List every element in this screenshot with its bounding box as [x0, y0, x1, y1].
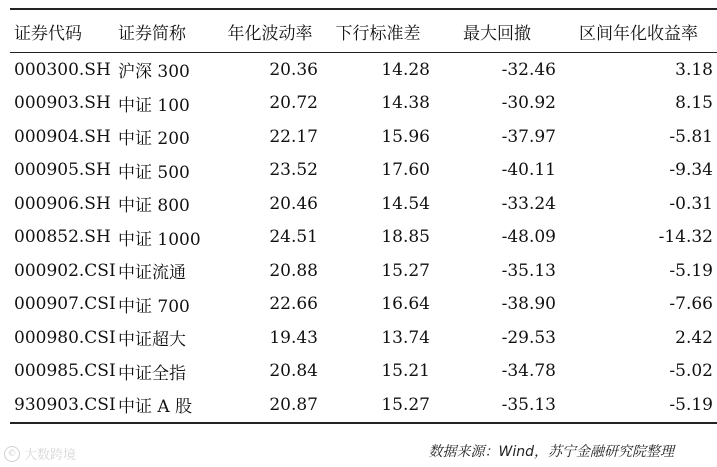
cell-security-code: 000906.SH: [14, 193, 111, 214]
cell-annualized-return: -5.19: [669, 394, 713, 415]
cell-security-code: 000905.SH: [14, 160, 111, 181]
cell-downside-std: 14.38: [381, 93, 430, 114]
table-row: [10, 221, 717, 255]
index-risk-return-table: [10, 8, 717, 424]
cell-security-name: 中证全指: [118, 363, 186, 384]
cell-max-drawdown: -34.78: [501, 361, 556, 382]
cell-downside-std: 17.60: [381, 160, 430, 181]
header-row: [10, 9, 717, 53]
cell-downside-std: 15.96: [381, 126, 430, 147]
cell-security-code: 000907.CSI: [14, 294, 116, 315]
cell-max-drawdown: -38.90: [501, 294, 556, 315]
watermark: [4, 444, 76, 463]
cell-downside-std: 14.28: [381, 59, 430, 80]
cell-max-drawdown: -48.09: [501, 227, 556, 248]
cell-downside-std: 16.64: [381, 294, 430, 315]
cell-security-code: 000985.CSI: [14, 361, 116, 382]
cell-security-code: 000904.SH: [14, 126, 111, 147]
cell-downside-std: 13.74: [381, 327, 430, 348]
table-row: [10, 254, 717, 288]
table-row: [10, 120, 717, 154]
header-downside-std: 下行标准差: [335, 23, 421, 44]
header-security-name: 证券简称: [118, 23, 186, 44]
table-row: [10, 321, 717, 355]
cell-annualized-return: -7.66: [669, 294, 713, 315]
header-annualized-return: 区间年化收益率: [579, 23, 698, 44]
cell-security-name: 中证 A 股: [118, 397, 193, 418]
cell-annualized-volatility: 20.88: [269, 260, 318, 281]
table-row: [10, 355, 717, 389]
header-max-drawdown: 最大回撤: [463, 23, 531, 44]
cell-security-name: 中证流通: [118, 263, 186, 284]
cell-max-drawdown: -32.46: [501, 59, 556, 80]
cell-security-name: 中证 800: [118, 196, 190, 217]
table-header: [10, 9, 717, 53]
cell-max-drawdown: -40.11: [501, 160, 556, 181]
cell-annualized-volatility: 20.72: [269, 93, 318, 114]
cell-annualized-return: -5.81: [669, 126, 713, 147]
cell-security-name: 中证超大: [118, 330, 186, 351]
cell-security-code: 000902.CSI: [14, 260, 116, 281]
header-annualized-volatility: 年化波动率: [227, 23, 313, 44]
cell-max-drawdown: -37.97: [501, 126, 556, 147]
table-row: [10, 154, 717, 188]
cell-annualized-return: 8.15: [675, 93, 713, 114]
cell-security-name: 沪深 300: [118, 62, 190, 83]
cell-annualized-volatility: 19.43: [269, 327, 318, 348]
cell-annualized-volatility: 20.36: [269, 59, 318, 80]
table-row: [10, 288, 717, 322]
table-body: [10, 53, 717, 423]
table-row: [10, 53, 717, 87]
cell-annualized-return: -14.32: [658, 227, 713, 248]
cell-max-drawdown: -29.53: [501, 327, 556, 348]
cell-max-drawdown: -30.92: [501, 93, 556, 114]
cell-annualized-return: 2.42: [675, 327, 713, 348]
cell-annualized-return: -5.02: [669, 361, 713, 382]
cell-max-drawdown: -35.13: [501, 260, 556, 281]
cell-security-code: 000300.SH: [14, 59, 111, 80]
cell-annualized-return: -5.19: [669, 260, 713, 281]
table-row: [10, 388, 717, 423]
cell-security-name: 中证 500: [118, 162, 190, 183]
cell-annualized-volatility: 20.87: [269, 394, 318, 415]
cell-security-code: 930903.CSI: [14, 394, 116, 415]
cell-annualized-volatility: 20.46: [269, 193, 318, 214]
cell-annualized-volatility: 22.66: [269, 294, 318, 315]
cell-security-name: 中证 100: [118, 95, 190, 116]
cell-security-code: 000852.SH: [14, 227, 111, 248]
cell-annualized-return: 3.18: [675, 59, 713, 80]
data-source-note: 数据来源：Wind，苏宁金融研究院整理: [428, 444, 674, 460]
cell-annualized-volatility: 20.84: [269, 361, 318, 382]
cell-security-code: 000980.CSI: [14, 327, 116, 348]
cell-annualized-volatility: 24.51: [269, 227, 318, 248]
cell-security-code: 000903.SH: [14, 93, 111, 114]
cell-downside-std: 14.54: [381, 193, 430, 214]
cell-downside-std: 15.27: [381, 394, 430, 415]
data-table-container: [10, 8, 713, 424]
cell-downside-std: 15.21: [381, 361, 430, 382]
cell-downside-std: 18.85: [381, 227, 430, 248]
cell-security-name: 中证 700: [118, 296, 190, 317]
table-row: [10, 187, 717, 221]
cell-annualized-return: -0.31: [669, 193, 713, 214]
cell-annualized-volatility: 23.52: [269, 160, 318, 181]
cell-downside-std: 15.27: [381, 260, 430, 281]
cell-security-name: 中证 200: [118, 129, 190, 150]
header-security-code: 证券代码: [14, 23, 82, 44]
cell-annualized-volatility: 22.17: [269, 126, 318, 147]
cell-max-drawdown: -35.13: [501, 394, 556, 415]
watermark-text: 大数跨境: [24, 448, 77, 463]
cell-max-drawdown: -33.24: [501, 193, 556, 214]
table-row: [10, 87, 717, 121]
logo-mark-icon: ©: [4, 446, 20, 462]
cell-security-name: 中证 1000: [118, 229, 201, 250]
cell-annualized-return: -9.34: [669, 160, 713, 181]
